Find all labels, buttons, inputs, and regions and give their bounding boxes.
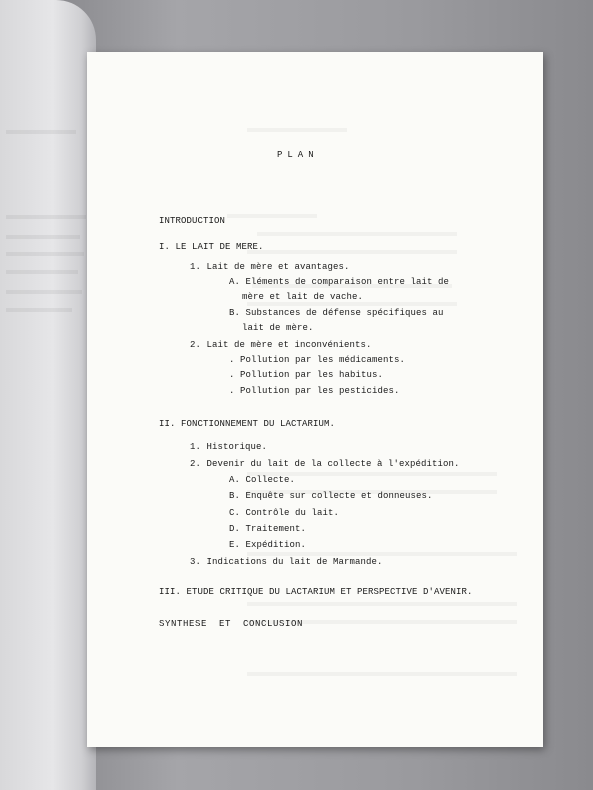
part2-subC: C. Contrôle du lait. (229, 508, 340, 518)
part1-item1b-line1: B. Substances de défense spécifiques au (229, 308, 444, 318)
part1-item1b-line2: lait de mère. (242, 323, 314, 333)
part1-item1a-line1: A. Eléments de comparaison entre lait de (229, 277, 450, 287)
part2-subD: D. Traitement. (229, 524, 307, 534)
facing-page (0, 0, 96, 790)
part1-item1: 1. Lait de mère et avantages. (190, 262, 350, 272)
part1-item2: 2. Lait de mère et inconvénients. (190, 340, 372, 350)
part1-bullet1: . Pollution par les médicaments. (229, 355, 406, 365)
page-title: PLAN (277, 150, 319, 160)
part2-heading: II. FONCTIONNEMENT DU LACTARIUM. (159, 419, 336, 429)
synthesis-heading: SYNTHESE ET CONCLUSION (159, 619, 304, 629)
document-page (87, 52, 543, 747)
part2-subB: B. Enquête sur collecte et donneuses. (229, 491, 433, 501)
part2-subE: E. Expédition. (229, 540, 307, 550)
introduction-heading: INTRODUCTION (159, 216, 226, 226)
part3-heading: III. ETUDE CRITIQUE DU LACTARIUM ET PERSPECTIVE D'AVENIR. (159, 587, 473, 597)
part1-item1a-line2: mère et lait de vache. (242, 292, 364, 302)
part1-bullet3: . Pollution par les pesticides. (229, 386, 400, 396)
part1-heading: I. LE LAIT DE MERE. (159, 242, 264, 252)
part1-bullet2: . Pollution par les habitus. (229, 370, 384, 380)
part2-item2: 2. Devenir du lait de la collecte à l'expédition. (190, 459, 460, 469)
part2-item3: 3. Indications du lait de Marmande. (190, 557, 383, 567)
part2-subA: A. Collecte. (229, 475, 296, 485)
part2-item1: 1. Historique. (190, 442, 268, 452)
